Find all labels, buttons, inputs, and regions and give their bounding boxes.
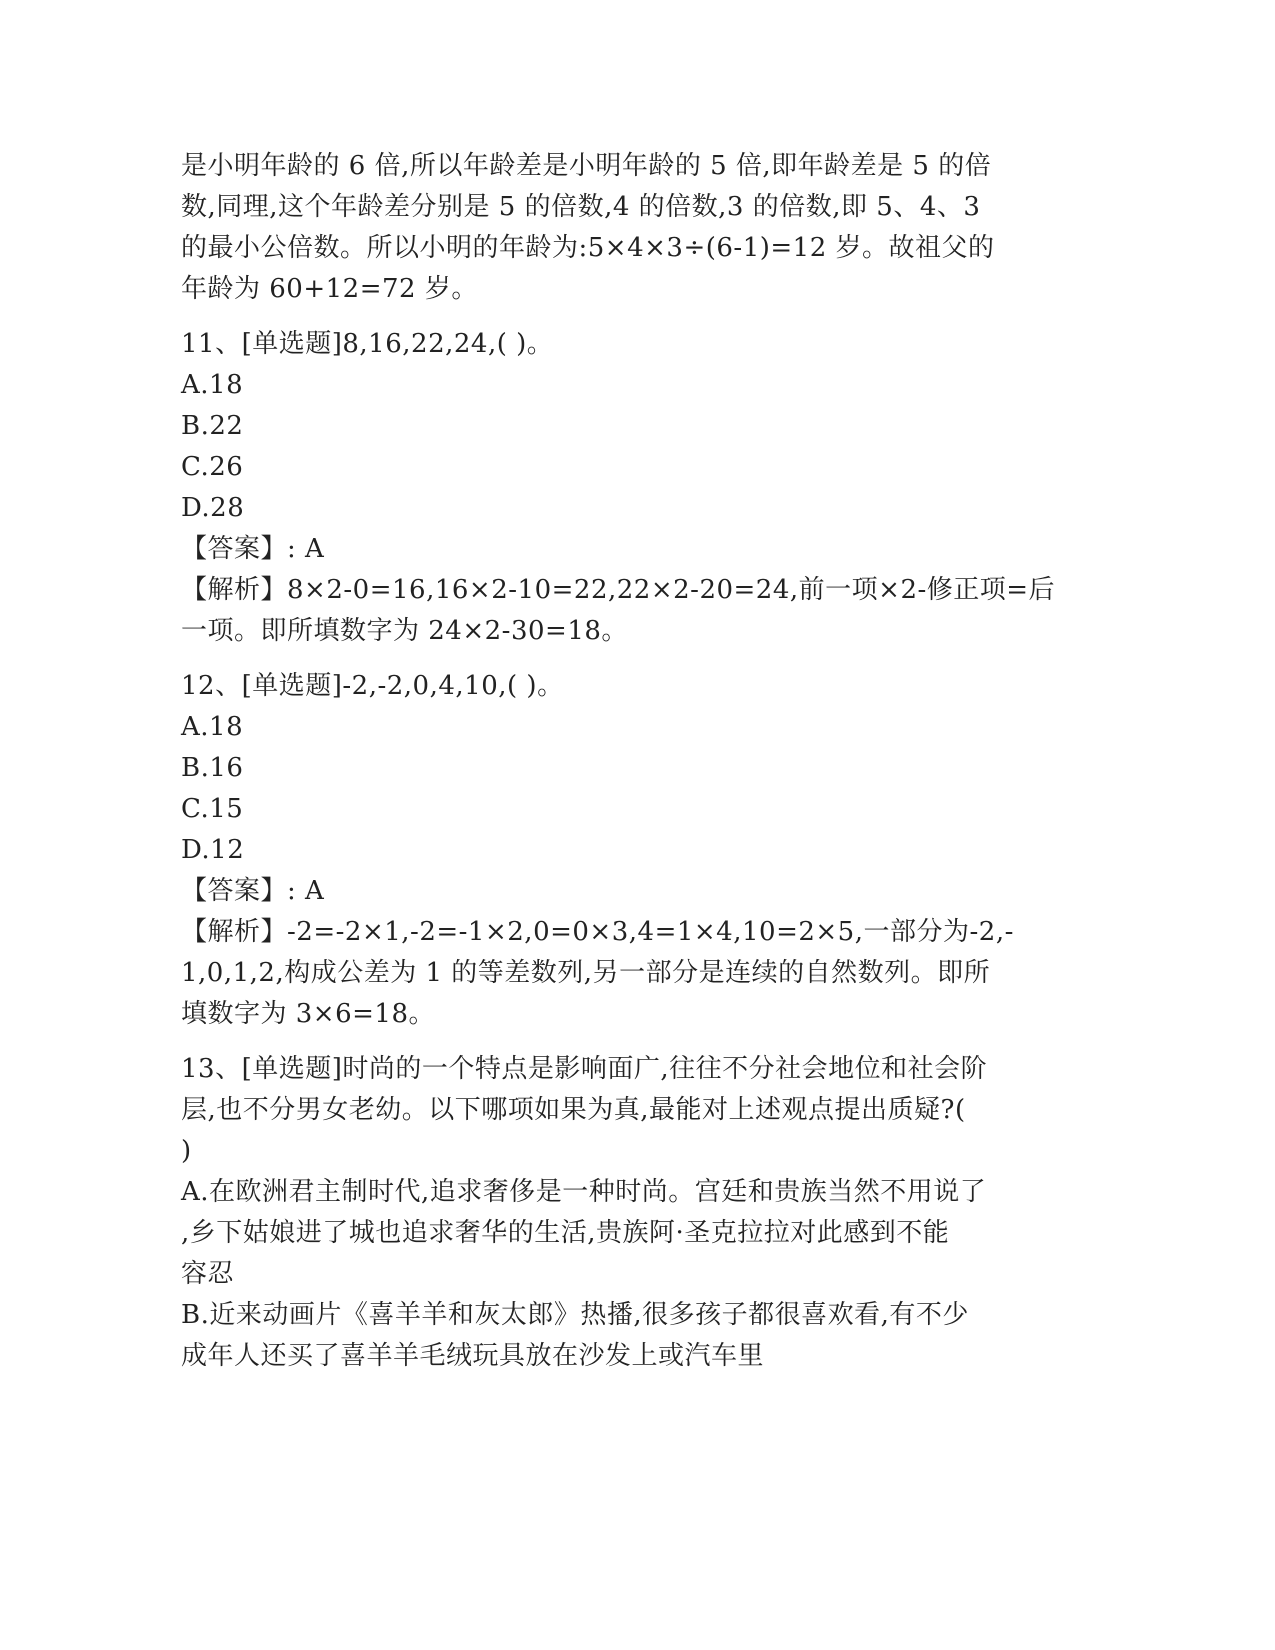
- previous-analysis-continuation: [181, 146, 1081, 310]
- option-d: D.28: [181, 493, 245, 523]
- option-a: A.在欧洲君主制时代,追求奢侈是一种时尚。宫廷和贵族当然不用说了: [181, 1177, 987, 1207]
- question-stem: 13、[单选题]时尚的一个特点是影响面广,往往不分社会地位和社会阶: [181, 1054, 988, 1084]
- text-line: 年龄为 60+12=72 岁。: [181, 274, 478, 304]
- option-b: B.16: [181, 753, 244, 783]
- text-line: 是小明年龄的 6 倍,所以年龄差是小明年龄的 5 倍,即年龄差是 5 的倍: [181, 151, 992, 181]
- analysis-line: 【解析】8×2-0=16,16×2-10=22,22×2-20=24,前一项×2-修正项=后: [181, 575, 1056, 605]
- question-stem: 12、[单选题]-2,-2,0,4,10,( )。: [181, 671, 564, 701]
- option-c: C.15: [181, 794, 244, 824]
- question-stem: 层,也不分男女老幼。以下哪项如果为真,最能对上述观点提出质疑?(: [181, 1095, 966, 1125]
- question-stem: 11、[单选题]8,16,22,24,( )。: [181, 329, 554, 359]
- analysis-line: 填数字为 3×6=18。: [181, 999, 436, 1029]
- answer: 【答案】: A: [181, 534, 325, 564]
- text-line: 数,同理,这个年龄差分别是 5 的倍数,4 的倍数,3 的倍数,即 5、4、3: [181, 192, 981, 222]
- option-b: 成年人还买了喜羊羊毛绒玩具放在沙发上或汽车里: [181, 1341, 765, 1371]
- question-stem: ): [181, 1136, 192, 1166]
- analysis-line: 1,0,1,2,构成公差为 1 的等差数列,另一部分是连续的自然数列。即所: [181, 958, 991, 988]
- option-b: B.22: [181, 411, 244, 441]
- question-13: [181, 1049, 1081, 1377]
- analysis-line: 【解析】-2=-2×1,-2=-1×2,0=0×3,4=1×4,10=2×5,一部分为-2,-: [181, 917, 1014, 947]
- question-11: [181, 324, 1081, 652]
- option-d: D.12: [181, 835, 245, 865]
- option-a: A.18: [181, 370, 244, 400]
- option-a: A.18: [181, 712, 244, 742]
- analysis-line: 一项。即所填数字为 24×2-30=18。: [181, 616, 628, 646]
- text-line: 的最小公倍数。所以小明的年龄为:5×4×3÷(6-1)=12 岁。故祖父的: [181, 233, 995, 263]
- option-b: B.近来动画片《喜羊羊和灰太郎》热播,很多孩子都很喜欢看,有不少: [181, 1300, 969, 1330]
- option-a: 容忍: [181, 1259, 235, 1289]
- option-c: C.26: [181, 452, 244, 482]
- question-12: [181, 666, 1081, 1035]
- option-a: ,乡下姑娘进了城也追求奢华的生活,贵族阿·圣克拉拉对此感到不能: [181, 1218, 950, 1248]
- answer: 【答案】: A: [181, 876, 325, 906]
- document-page: [181, 146, 1081, 1377]
